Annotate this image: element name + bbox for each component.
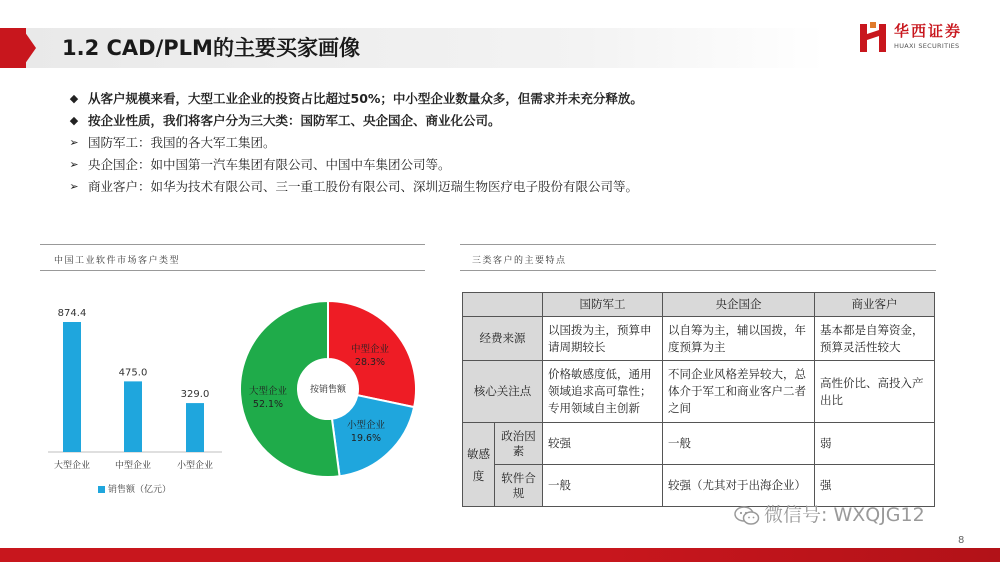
right-panel-top-rule	[460, 244, 936, 245]
table-header: 央企国企	[663, 293, 815, 317]
donut-chart	[238, 300, 418, 478]
bar	[124, 381, 142, 452]
table-cell: 价格敏感度低，通用领域追求高可靠性；专用领域自主创新	[543, 361, 663, 423]
slice-category-label: 中型企业	[350, 344, 390, 355]
bar	[186, 403, 204, 452]
wechat-icon	[734, 506, 760, 526]
legend-label: 销售额（亿元）	[108, 485, 172, 495]
bullet-text: 从客户规模来看，大型工业企业的投资占比超过50%；中小型企业数量众多，但需求并未充分释放。	[88, 91, 643, 106]
table-cell: 以自筹为主，辅以国拨，年度预算为主	[663, 317, 815, 361]
slice-value-label: 52.1%	[252, 399, 284, 410]
category-label: 小型企业	[176, 461, 214, 471]
row-header-funding: 经费来源	[463, 317, 543, 361]
bar-value-label: 329.0	[180, 389, 210, 401]
bullet-text: 国防军工：我国的各大军工集团。	[88, 135, 276, 150]
left-panel-title: 中国工业软件市场客户类型	[54, 256, 181, 266]
right-panel-title: 三类客户的主要特点	[472, 256, 567, 266]
slice-category-label: 小型企业	[346, 420, 386, 431]
sub-header-political: 政治因素	[495, 423, 543, 465]
bullet-text: 商业客户：如华为技术有限公司、三一重工股份有限公司、深圳迈瑞生物医疗电子股份有限公司等。	[88, 179, 639, 194]
table-cell: 较强（尤其对于出海企业）	[663, 465, 815, 507]
table-header-row	[463, 293, 935, 317]
logo-chinese-name: 华西证券	[894, 22, 963, 40]
customer-features-table	[462, 292, 935, 507]
wechat-watermark	[734, 500, 925, 527]
table-cell: 以国拨为主，预算申请周期较长	[543, 317, 663, 361]
table-header: 国防军工	[543, 293, 663, 317]
slice-value-label: 28.3%	[354, 357, 386, 368]
page-title: 1.2 CAD/PLM的主要买家画像	[62, 36, 360, 60]
table-corner-cell	[463, 293, 543, 317]
table-cell: 一般	[543, 465, 663, 507]
table-row	[463, 361, 935, 423]
bullet-item	[66, 88, 966, 110]
table-cell: 弱	[815, 423, 935, 465]
table-cell: 不同企业风格差异较大，总体介于军工和商业客户二者之间	[663, 361, 815, 423]
left-panel-top-rule	[40, 244, 425, 245]
table-cell: 高性价比、高投入产出比	[815, 361, 935, 423]
table-cell: 强	[815, 465, 935, 507]
slice-category-label: 大型企业	[248, 386, 288, 397]
bar-value-label: 874.4	[57, 308, 87, 319]
arrow-bullet-icon: ➢	[69, 158, 79, 171]
company-logo	[858, 18, 988, 58]
table-row	[463, 317, 935, 361]
bullet-item	[66, 176, 966, 198]
bar-chart	[40, 300, 230, 500]
bullet-item	[66, 154, 966, 176]
arrow-bullet-icon: ➢	[69, 180, 79, 193]
row-header-focus: 核心关注点	[463, 361, 543, 423]
arrow-bullet-icon: ➢	[69, 136, 79, 149]
diamond-bullet-icon: ◆	[69, 114, 79, 127]
table-header: 商业客户	[815, 293, 935, 317]
header-accent-wedge	[22, 28, 36, 68]
left-panel-title-rule	[40, 270, 425, 271]
bullet-text: 央企国企：如中国第一汽车集团有限公司、中国中车集团公司等。	[88, 157, 451, 172]
right-panel-title-rule	[460, 270, 936, 271]
donut-center-label: 按销售额	[309, 385, 347, 395]
diamond-bullet-icon: ◆	[69, 92, 79, 105]
logo-english-name: HUAXI SECURITIES	[894, 42, 960, 50]
table-cell: 一般	[663, 423, 815, 465]
sub-header-compliance: 软件合规	[495, 465, 543, 507]
row-header-sensitivity: 敏感度	[463, 423, 495, 507]
bullet-text: 按企业性质，我们将客户分为三大类：国防军工、央企国企、商业化公司。	[88, 113, 501, 128]
page-number: 8	[958, 535, 965, 546]
category-label: 大型企业	[53, 461, 91, 471]
table-row	[463, 423, 935, 465]
watermark-text: 微信号: WXQJG12	[764, 504, 925, 526]
table-cell: 较强	[543, 423, 663, 465]
table-cell: 基本都是自筹资金，预算灵活性较大	[815, 317, 935, 361]
category-label: 中型企业	[114, 461, 152, 471]
legend-swatch	[98, 486, 105, 493]
bar-value-label: 475.0	[118, 367, 148, 379]
bullet-item	[66, 132, 966, 154]
bar-legend	[98, 482, 171, 495]
bullet-list	[66, 88, 966, 198]
bar	[63, 322, 81, 452]
huaxi-logo-icon	[858, 20, 888, 54]
footer-bar	[0, 548, 1000, 562]
bullet-item	[66, 110, 966, 132]
slice-value-label: 19.6%	[350, 433, 382, 444]
